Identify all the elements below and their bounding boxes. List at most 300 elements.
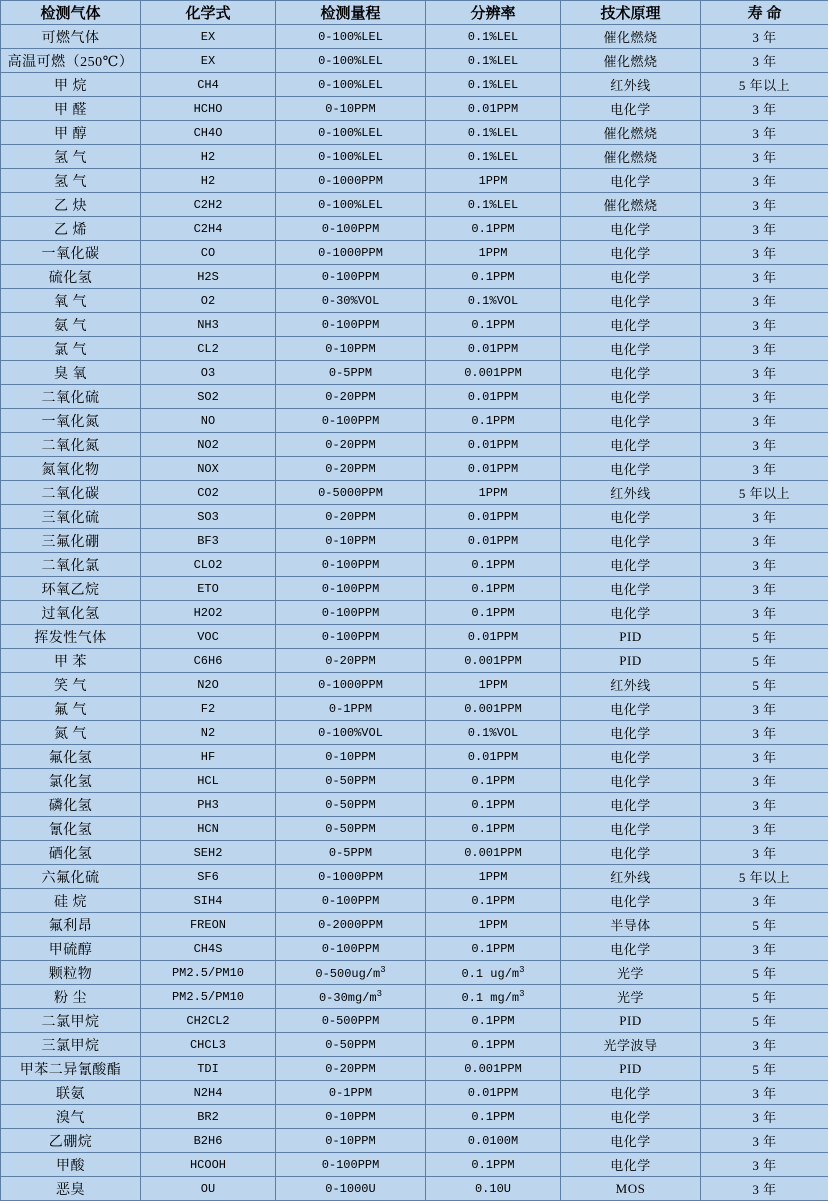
cell-chemical-formula: CH4S bbox=[141, 937, 276, 961]
cell-technology: 电化学 bbox=[561, 1129, 701, 1153]
cell-chemical-formula: PH3 bbox=[141, 793, 276, 817]
cell-detection-range: 0-1PPM bbox=[276, 1081, 426, 1105]
table-row bbox=[1, 937, 828, 961]
cell-technology: 催化燃烧 bbox=[561, 193, 701, 217]
cell-detection-range: 0-100PPM bbox=[276, 265, 426, 289]
cell-technology: 光学 bbox=[561, 961, 701, 985]
cell-lifetime: 3 年 bbox=[701, 721, 828, 745]
table-row bbox=[1, 241, 828, 265]
cell-lifetime: 3 年 bbox=[701, 1081, 828, 1105]
cell-lifetime: 3 年 bbox=[701, 145, 828, 169]
cell-chemical-formula: H2 bbox=[141, 169, 276, 193]
cell-lifetime: 3 年 bbox=[701, 337, 828, 361]
cell-gas-name: 乙 烯 bbox=[1, 217, 141, 241]
cell-resolution: 1PPM bbox=[426, 913, 561, 937]
cell-technology: 电化学 bbox=[561, 577, 701, 601]
table-row bbox=[1, 97, 828, 121]
cell-chemical-formula: OU bbox=[141, 1177, 276, 1201]
cell-detection-range: 0-1PPM bbox=[276, 697, 426, 721]
cell-resolution: 0.1%LEL bbox=[426, 145, 561, 169]
table-row bbox=[1, 865, 828, 889]
cell-detection-range: 0-20PPM bbox=[276, 505, 426, 529]
cell-gas-name: 可燃气体 bbox=[1, 25, 141, 49]
cell-lifetime: 3 年 bbox=[701, 769, 828, 793]
cell-resolution: 0.01PPM bbox=[426, 625, 561, 649]
cell-resolution: 0.01PPM bbox=[426, 745, 561, 769]
cell-chemical-formula: PM2.5/PM10 bbox=[141, 961, 276, 985]
cell-technology: 电化学 bbox=[561, 1081, 701, 1105]
cell-resolution: 0.1PPM bbox=[426, 1009, 561, 1033]
cell-chemical-formula: NO2 bbox=[141, 433, 276, 457]
table-row bbox=[1, 529, 828, 553]
cell-gas-name: 甲 苯 bbox=[1, 649, 141, 673]
table-row bbox=[1, 841, 828, 865]
cell-detection-range: 0-50PPM bbox=[276, 769, 426, 793]
cell-resolution: 0.1 $ug/m^3$ bbox=[426, 961, 561, 985]
cell-lifetime: 3 年 bbox=[701, 217, 828, 241]
table-row bbox=[1, 457, 828, 481]
cell-gas-name: 氰化氢 bbox=[1, 817, 141, 841]
cell-chemical-formula: C6H6 bbox=[141, 649, 276, 673]
cell-gas-name: 氢 气 bbox=[1, 169, 141, 193]
cell-gas-name: 乙 炔 bbox=[1, 193, 141, 217]
column-header-technology: 技术原理 bbox=[561, 1, 701, 25]
cell-resolution: 0.01PPM bbox=[426, 385, 561, 409]
cell-technology: 电化学 bbox=[561, 1105, 701, 1129]
cell-chemical-formula: CO bbox=[141, 241, 276, 265]
cell-resolution: 0.01PPM bbox=[426, 97, 561, 121]
cell-chemical-formula: VOC bbox=[141, 625, 276, 649]
cell-chemical-formula: B2H6 bbox=[141, 1129, 276, 1153]
cell-gas-name: 硒化氢 bbox=[1, 841, 141, 865]
cell-resolution: 0.01PPM bbox=[426, 433, 561, 457]
table-row bbox=[1, 385, 828, 409]
cell-detection-range: 0-100%LEL bbox=[276, 73, 426, 97]
cell-lifetime: 3 年 bbox=[701, 409, 828, 433]
cell-lifetime: 3 年 bbox=[701, 817, 828, 841]
cell-technology: 电化学 bbox=[561, 553, 701, 577]
table-row bbox=[1, 361, 828, 385]
table-row bbox=[1, 985, 828, 1009]
table-row bbox=[1, 169, 828, 193]
cell-technology: 催化燃烧 bbox=[561, 49, 701, 73]
cell-detection-range: 0-20PPM bbox=[276, 433, 426, 457]
cell-resolution: 0.1PPM bbox=[426, 1105, 561, 1129]
table-row bbox=[1, 193, 828, 217]
cell-gas-name: 氟 气 bbox=[1, 697, 141, 721]
cell-resolution: 0.1PPM bbox=[426, 553, 561, 577]
cell-detection-range: 0-100PPM bbox=[276, 625, 426, 649]
table-row bbox=[1, 289, 828, 313]
cell-detection-range: 0-100%LEL bbox=[276, 193, 426, 217]
cell-technology: 红外线 bbox=[561, 481, 701, 505]
cell-gas-name: 硫化氢 bbox=[1, 265, 141, 289]
table-row bbox=[1, 145, 828, 169]
cell-chemical-formula: HCHO bbox=[141, 97, 276, 121]
cell-chemical-formula: O3 bbox=[141, 361, 276, 385]
cell-gas-name: 氢 气 bbox=[1, 145, 141, 169]
cell-detection-range: 0-20PPM bbox=[276, 385, 426, 409]
cell-detection-range: 0-100PPM bbox=[276, 409, 426, 433]
cell-detection-range: 0-1000U bbox=[276, 1177, 426, 1201]
cell-gas-name: 氟利昂 bbox=[1, 913, 141, 937]
cell-resolution: 0.1 $mg/m^3$ bbox=[426, 985, 561, 1009]
cell-chemical-formula: N2 bbox=[141, 721, 276, 745]
cell-lifetime: 5 年以上 bbox=[701, 865, 828, 889]
table-row bbox=[1, 25, 828, 49]
cell-detection-range: 0-100PPM bbox=[276, 553, 426, 577]
cell-gas-name: 恶臭 bbox=[1, 1177, 141, 1201]
cell-lifetime: 3 年 bbox=[701, 457, 828, 481]
table-row bbox=[1, 745, 828, 769]
cell-detection-range: 0-1000PPM bbox=[276, 241, 426, 265]
cell-lifetime: 3 年 bbox=[701, 1177, 828, 1201]
cell-chemical-formula: HF bbox=[141, 745, 276, 769]
cell-detection-range: 0-30%VOL bbox=[276, 289, 426, 313]
table-row bbox=[1, 1081, 828, 1105]
table-row bbox=[1, 49, 828, 73]
cell-lifetime: 3 年 bbox=[701, 697, 828, 721]
cell-lifetime: 3 年 bbox=[701, 265, 828, 289]
cell-gas-name: 颗粒物 bbox=[1, 961, 141, 985]
cell-detection-range: 0-500PPM bbox=[276, 1009, 426, 1033]
cell-lifetime: 3 年 bbox=[701, 361, 828, 385]
cell-resolution: 0.001PPM bbox=[426, 649, 561, 673]
table-row bbox=[1, 961, 828, 985]
cell-chemical-formula: F2 bbox=[141, 697, 276, 721]
cell-gas-name: 硅 烷 bbox=[1, 889, 141, 913]
cell-detection-range: 0-20PPM bbox=[276, 457, 426, 481]
cell-lifetime: 3 年 bbox=[701, 289, 828, 313]
cell-lifetime: 3 年 bbox=[701, 385, 828, 409]
table-body bbox=[1, 25, 828, 1201]
cell-resolution: 0.1PPM bbox=[426, 217, 561, 241]
cell-technology: PID bbox=[561, 1057, 701, 1081]
table-row bbox=[1, 793, 828, 817]
cell-technology: 电化学 bbox=[561, 721, 701, 745]
cell-technology: 电化学 bbox=[561, 745, 701, 769]
cell-technology: 电化学 bbox=[561, 937, 701, 961]
cell-chemical-formula: CH4O bbox=[141, 121, 276, 145]
cell-lifetime: 5 年 bbox=[701, 913, 828, 937]
cell-lifetime: 3 年 bbox=[701, 529, 828, 553]
cell-chemical-formula: N2O bbox=[141, 673, 276, 697]
cell-resolution: 0.1%LEL bbox=[426, 49, 561, 73]
table-row bbox=[1, 217, 828, 241]
cell-gas-name: 甲硫醇 bbox=[1, 937, 141, 961]
cell-chemical-formula: NO bbox=[141, 409, 276, 433]
cell-gas-name: 臭 氧 bbox=[1, 361, 141, 385]
cell-technology: 电化学 bbox=[561, 601, 701, 625]
cell-lifetime: 5 年 bbox=[701, 1057, 828, 1081]
cell-gas-name: 三氟化硼 bbox=[1, 529, 141, 553]
cell-lifetime: 5 年 bbox=[701, 649, 828, 673]
table-row bbox=[1, 577, 828, 601]
cell-technology: 电化学 bbox=[561, 241, 701, 265]
cell-technology: 红外线 bbox=[561, 73, 701, 97]
table-row bbox=[1, 505, 828, 529]
cell-gas-name: 高温可燃（250℃） bbox=[1, 49, 141, 73]
cell-chemical-formula: SEH2 bbox=[141, 841, 276, 865]
table-row bbox=[1, 1105, 828, 1129]
cell-detection-range: 0-100PPM bbox=[276, 1153, 426, 1177]
cell-resolution: 0.1PPM bbox=[426, 409, 561, 433]
cell-resolution: 0.1PPM bbox=[426, 265, 561, 289]
table-row bbox=[1, 673, 828, 697]
cell-technology: PID bbox=[561, 1009, 701, 1033]
cell-resolution: 0.1PPM bbox=[426, 793, 561, 817]
cell-chemical-formula: CLO2 bbox=[141, 553, 276, 577]
cell-technology: 电化学 bbox=[561, 313, 701, 337]
cell-detection-range: $0-500ug/m^3$ bbox=[276, 961, 426, 985]
cell-chemical-formula: NOX bbox=[141, 457, 276, 481]
cell-lifetime: 3 年 bbox=[701, 1153, 828, 1177]
cell-detection-range: 0-50PPM bbox=[276, 1033, 426, 1057]
cell-lifetime: 3 年 bbox=[701, 577, 828, 601]
cell-gas-name: 笑 气 bbox=[1, 673, 141, 697]
cell-technology: 电化学 bbox=[561, 385, 701, 409]
cell-resolution: 1PPM bbox=[426, 241, 561, 265]
table-row bbox=[1, 601, 828, 625]
cell-gas-name: 环氧乙烷 bbox=[1, 577, 141, 601]
cell-gas-name: 氯 气 bbox=[1, 337, 141, 361]
cell-detection-range: 0-100%LEL bbox=[276, 49, 426, 73]
cell-resolution: 0.01PPM bbox=[426, 505, 561, 529]
cell-gas-name: 氮氧化物 bbox=[1, 457, 141, 481]
cell-detection-range: 0-10PPM bbox=[276, 1129, 426, 1153]
cell-gas-name: 联氨 bbox=[1, 1081, 141, 1105]
table-row bbox=[1, 1129, 828, 1153]
cell-lifetime: 3 年 bbox=[701, 889, 828, 913]
cell-technology: 电化学 bbox=[561, 289, 701, 313]
table-row bbox=[1, 1033, 828, 1057]
cell-technology: 半导体 bbox=[561, 913, 701, 937]
cell-technology: 电化学 bbox=[561, 793, 701, 817]
table-row bbox=[1, 625, 828, 649]
cell-resolution: 0.01PPM bbox=[426, 529, 561, 553]
cell-resolution: 0.1PPM bbox=[426, 817, 561, 841]
cell-detection-range: 0-50PPM bbox=[276, 793, 426, 817]
cell-resolution: 0.1%LEL bbox=[426, 193, 561, 217]
cell-chemical-formula: SIH4 bbox=[141, 889, 276, 913]
cell-chemical-formula: TDI bbox=[141, 1057, 276, 1081]
cell-lifetime: 3 年 bbox=[701, 793, 828, 817]
cell-lifetime: 5 年以上 bbox=[701, 481, 828, 505]
cell-lifetime: 3 年 bbox=[701, 937, 828, 961]
cell-lifetime: 3 年 bbox=[701, 169, 828, 193]
cell-lifetime: 3 年 bbox=[701, 433, 828, 457]
cell-chemical-formula: HCOOH bbox=[141, 1153, 276, 1177]
cell-detection-range: 0-10PPM bbox=[276, 745, 426, 769]
cell-resolution: 0.0100M bbox=[426, 1129, 561, 1153]
cell-gas-name: 二氯甲烷 bbox=[1, 1009, 141, 1033]
cell-gas-name: 氧 气 bbox=[1, 289, 141, 313]
table-row bbox=[1, 721, 828, 745]
cell-lifetime: 3 年 bbox=[701, 313, 828, 337]
cell-gas-name: 氨 气 bbox=[1, 313, 141, 337]
cell-gas-name: 氯化氢 bbox=[1, 769, 141, 793]
table-row bbox=[1, 553, 828, 577]
cell-chemical-formula: BF3 bbox=[141, 529, 276, 553]
table-row bbox=[1, 121, 828, 145]
cell-resolution: 0.1%LEL bbox=[426, 25, 561, 49]
cell-chemical-formula: HCL bbox=[141, 769, 276, 793]
cell-lifetime: 3 年 bbox=[701, 745, 828, 769]
table-row bbox=[1, 697, 828, 721]
cell-chemical-formula: H2S bbox=[141, 265, 276, 289]
cell-detection-range: $0-30mg/m^3$ bbox=[276, 985, 426, 1009]
cell-detection-range: 0-10PPM bbox=[276, 97, 426, 121]
cell-gas-name: 甲酸 bbox=[1, 1153, 141, 1177]
cell-lifetime: 3 年 bbox=[701, 121, 828, 145]
cell-resolution: 0.001PPM bbox=[426, 697, 561, 721]
cell-detection-range: 0-100PPM bbox=[276, 577, 426, 601]
cell-chemical-formula: EX bbox=[141, 25, 276, 49]
cell-lifetime: 5 年 bbox=[701, 1009, 828, 1033]
cell-lifetime: 3 年 bbox=[701, 1105, 828, 1129]
table-row bbox=[1, 889, 828, 913]
cell-resolution: 1PPM bbox=[426, 865, 561, 889]
cell-resolution: 0.01PPM bbox=[426, 337, 561, 361]
cell-gas-name: 溴气 bbox=[1, 1105, 141, 1129]
cell-gas-name: 磷化氢 bbox=[1, 793, 141, 817]
cell-technology: 催化燃烧 bbox=[561, 121, 701, 145]
cell-lifetime: 5 年 bbox=[701, 673, 828, 697]
cell-resolution: 0.1PPM bbox=[426, 769, 561, 793]
cell-detection-range: 0-5PPM bbox=[276, 841, 426, 865]
column-header-resolution: 分辨率 bbox=[426, 1, 561, 25]
table-row bbox=[1, 481, 828, 505]
table-row bbox=[1, 769, 828, 793]
cell-resolution: 0.1PPM bbox=[426, 889, 561, 913]
cell-gas-name: 三氯甲烷 bbox=[1, 1033, 141, 1057]
cell-technology: 电化学 bbox=[561, 217, 701, 241]
table-row bbox=[1, 1009, 828, 1033]
cell-gas-name: 一氧化碳 bbox=[1, 241, 141, 265]
cell-technology: 电化学 bbox=[561, 409, 701, 433]
table-header-row bbox=[1, 1, 828, 25]
cell-detection-range: 0-10PPM bbox=[276, 529, 426, 553]
cell-resolution: 0.1PPM bbox=[426, 1033, 561, 1057]
table-row bbox=[1, 265, 828, 289]
cell-detection-range: 0-1000PPM bbox=[276, 673, 426, 697]
cell-technology: 红外线 bbox=[561, 673, 701, 697]
cell-gas-name: 甲 醇 bbox=[1, 121, 141, 145]
cell-technology: 电化学 bbox=[561, 433, 701, 457]
cell-chemical-formula: CH2CL2 bbox=[141, 1009, 276, 1033]
cell-chemical-formula: C2H4 bbox=[141, 217, 276, 241]
cell-resolution: 0.1%VOL bbox=[426, 289, 561, 313]
cell-detection-range: 0-100%LEL bbox=[276, 121, 426, 145]
cell-resolution: 0.1PPM bbox=[426, 577, 561, 601]
table-row bbox=[1, 649, 828, 673]
cell-detection-range: 0-10PPM bbox=[276, 337, 426, 361]
cell-detection-range: 0-100PPM bbox=[276, 937, 426, 961]
cell-detection-range: 0-100%LEL bbox=[276, 25, 426, 49]
cell-technology: 电化学 bbox=[561, 265, 701, 289]
cell-lifetime: 5 年 bbox=[701, 985, 828, 1009]
table-row bbox=[1, 1177, 828, 1201]
cell-resolution: 1PPM bbox=[426, 169, 561, 193]
column-header-detection-range: 检测量程 bbox=[276, 1, 426, 25]
cell-lifetime: 3 年 bbox=[701, 25, 828, 49]
cell-gas-name: 氮 气 bbox=[1, 721, 141, 745]
table-row bbox=[1, 73, 828, 97]
cell-gas-name: 甲苯二异氰酸酯 bbox=[1, 1057, 141, 1081]
table-row bbox=[1, 409, 828, 433]
table-row bbox=[1, 817, 828, 841]
cell-chemical-formula: H2O2 bbox=[141, 601, 276, 625]
cell-technology: 电化学 bbox=[561, 505, 701, 529]
cell-resolution: 0.001PPM bbox=[426, 841, 561, 865]
cell-detection-range: 0-5PPM bbox=[276, 361, 426, 385]
cell-resolution: 0.1PPM bbox=[426, 937, 561, 961]
column-header-gas-name: 检测气体 bbox=[1, 1, 141, 25]
cell-technology: 催化燃烧 bbox=[561, 25, 701, 49]
cell-chemical-formula: ETO bbox=[141, 577, 276, 601]
cell-lifetime: 3 年 bbox=[701, 553, 828, 577]
cell-technology: 电化学 bbox=[561, 457, 701, 481]
cell-detection-range: 0-1000PPM bbox=[276, 865, 426, 889]
column-header-lifetime: 寿 命 bbox=[701, 1, 828, 25]
cell-resolution: 0.01PPM bbox=[426, 457, 561, 481]
cell-detection-range: 0-100PPM bbox=[276, 601, 426, 625]
cell-resolution: 0.01PPM bbox=[426, 1081, 561, 1105]
cell-technology: 电化学 bbox=[561, 889, 701, 913]
cell-chemical-formula: EX bbox=[141, 49, 276, 73]
table-header bbox=[1, 1, 828, 25]
cell-chemical-formula: FREON bbox=[141, 913, 276, 937]
cell-chemical-formula: CHCL3 bbox=[141, 1033, 276, 1057]
cell-technology: 光学 bbox=[561, 985, 701, 1009]
cell-detection-range: 0-100PPM bbox=[276, 313, 426, 337]
cell-chemical-formula: SO3 bbox=[141, 505, 276, 529]
cell-technology: 催化燃烧 bbox=[561, 145, 701, 169]
cell-gas-name: 三氧化硫 bbox=[1, 505, 141, 529]
cell-technology: 电化学 bbox=[561, 1153, 701, 1177]
cell-chemical-formula: H2 bbox=[141, 145, 276, 169]
cell-lifetime: 3 年 bbox=[701, 601, 828, 625]
cell-technology: PID bbox=[561, 649, 701, 673]
cell-resolution: 0.1%LEL bbox=[426, 73, 561, 97]
cell-gas-name: 挥发性气体 bbox=[1, 625, 141, 649]
cell-lifetime: 3 年 bbox=[701, 241, 828, 265]
cell-chemical-formula: C2H2 bbox=[141, 193, 276, 217]
cell-resolution: 0.1PPM bbox=[426, 313, 561, 337]
cell-resolution: 0.1%LEL bbox=[426, 121, 561, 145]
cell-technology: 电化学 bbox=[561, 697, 701, 721]
cell-detection-range: 0-100%LEL bbox=[276, 145, 426, 169]
cell-resolution: 1PPM bbox=[426, 673, 561, 697]
cell-resolution: 0.001PPM bbox=[426, 1057, 561, 1081]
column-header-chemical-formula: 化学式 bbox=[141, 1, 276, 25]
cell-gas-name: 乙硼烷 bbox=[1, 1129, 141, 1153]
cell-gas-name: 二氧化碳 bbox=[1, 481, 141, 505]
table-row bbox=[1, 913, 828, 937]
table-row bbox=[1, 313, 828, 337]
cell-gas-name: 粉 尘 bbox=[1, 985, 141, 1009]
cell-chemical-formula: SF6 bbox=[141, 865, 276, 889]
cell-technology: 电化学 bbox=[561, 817, 701, 841]
cell-technology: 电化学 bbox=[561, 361, 701, 385]
cell-resolution: 0.1%VOL bbox=[426, 721, 561, 745]
table-row bbox=[1, 433, 828, 457]
cell-gas-name: 六氟化硫 bbox=[1, 865, 141, 889]
cell-detection-range: 0-100PPM bbox=[276, 217, 426, 241]
table-row bbox=[1, 1153, 828, 1177]
cell-lifetime: 5 年以上 bbox=[701, 73, 828, 97]
cell-technology: 电化学 bbox=[561, 769, 701, 793]
